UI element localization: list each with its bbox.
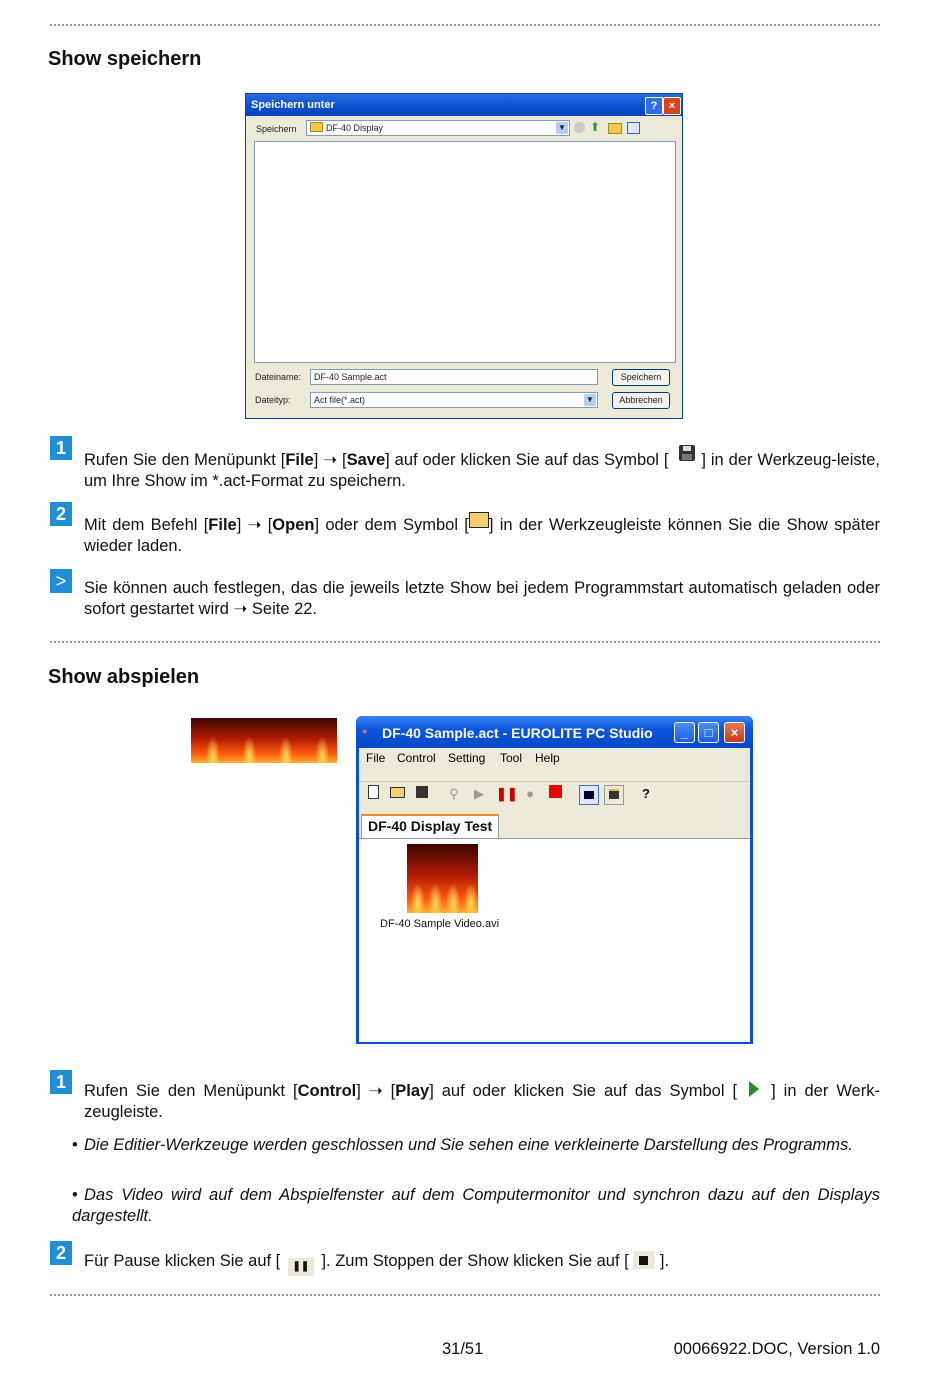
help-button[interactable]: ? [645, 97, 663, 115]
view-menu-icon[interactable] [627, 122, 640, 134]
save-button[interactable]: Speichern [612, 369, 670, 386]
menu-control[interactable]: Control [397, 751, 436, 765]
save-icon[interactable] [413, 785, 431, 803]
help-icon[interactable]: ? [642, 786, 650, 801]
menu-help[interactable]: Help [535, 751, 560, 765]
bullet-item: • Die Editier-Werkzeuge werden geschlossen und Sie sehen eine verkleinerte Darstellung des Programms. [72, 1136, 853, 1154]
preview-icon[interactable]: ⚲ [449, 786, 459, 801]
video-list-panel[interactable] [359, 838, 750, 1042]
bullet-item: • Das Video wird auf dem Abspielfenster auf dem Computermonitor und synchron dazu auf den Displays dargestellt. [72, 1186, 880, 1225]
menu-setting[interactable]: Setting [448, 751, 486, 765]
maximize-button[interactable]: □ [698, 722, 719, 743]
open-folder-icon[interactable] [388, 785, 406, 803]
play-icon[interactable]: ▶ [474, 786, 484, 801]
eurolite-app-window [356, 716, 753, 1044]
folder-icon [310, 122, 323, 132]
tip-text: Sie können auch festlegen, das die jeweils letzte Show bei jedem Programmstart automatisch geladen oder sofort gestartet wird ➝ Seite 22. [84, 579, 880, 618]
tab-display-test[interactable]: DF-40 Display Test [361, 814, 499, 838]
filetype-value: Act file(*.act) [314, 395, 366, 405]
record-icon[interactable]: ● [526, 786, 534, 801]
app-titlebar [356, 716, 753, 748]
up-folder-icon[interactable]: ⬆ [590, 120, 601, 134]
cancel-button[interactable]: Abbrechen [612, 392, 670, 409]
top-dotted-separator [50, 24, 880, 26]
menu-tool[interactable]: Tool [500, 751, 523, 765]
save-dialog-title: Speichern unter [251, 99, 335, 111]
window-mode-icon[interactable] [579, 785, 599, 805]
stop-icon[interactable] [546, 785, 564, 803]
tip-marker: > [50, 569, 72, 593]
page-number: 31/51 [442, 1340, 484, 1358]
new-folder-icon[interactable] [608, 123, 622, 134]
section-heading-play: Show abspielen [48, 666, 200, 688]
file-list-area[interactable] [254, 141, 676, 363]
app-client-area [359, 748, 750, 1041]
play-step-1-text: Rufen Sie den Menüpunkt [Control] ➝ [Play] auf oder klicken Sie auf das Symbol [ ] in der Werk-zeugleiste. [84, 1079, 880, 1123]
video-caption: DF-40 Sample Video.avi [380, 918, 500, 930]
play-step-marker-1: 1 [50, 1070, 72, 1094]
section-heading-save: Show speichern [48, 48, 202, 70]
save-as-dialog [245, 93, 683, 419]
bullet-dot: • [72, 1186, 78, 1204]
document-version: 00066922.DOC, Version 1.0 [673, 1340, 880, 1358]
save-dialog-titlebar [246, 94, 682, 116]
middle-dotted-separator [50, 641, 880, 643]
play-icon [749, 1079, 759, 1099]
display-mode-icon[interactable] [604, 785, 624, 805]
step-marker-2: 2 [50, 502, 72, 526]
pause-step-text: Für Pause klicken Sie auf [ ❚❚ ]. Zum Stoppen der Show klicken Sie auf [ ]. [84, 1251, 880, 1276]
new-file-icon[interactable] [364, 785, 382, 803]
pause-icon[interactable]: ❚❚ [496, 786, 518, 801]
app-logo-icon: ● [362, 726, 368, 736]
close-button[interactable]: × [724, 722, 745, 743]
save-step-2-text: Mit dem Befehl [File] ➝ [Open] oder dem Symbol [ ] in der Werkzeugleiste können Sie die Show später wieder laden. [84, 512, 880, 557]
stop-icon [633, 1251, 655, 1269]
chevron-down-icon: ▼ [556, 122, 568, 134]
save-in-dropdown[interactable] [306, 120, 570, 136]
toolbar [359, 781, 750, 782]
fire-video-image [191, 718, 337, 763]
filetype-label: Dateityp: [255, 395, 291, 405]
step-marker-1: 1 [50, 436, 72, 460]
save-in-label: Speichern [256, 124, 297, 134]
open-folder-icon [469, 512, 489, 528]
close-button[interactable]: × [663, 97, 681, 115]
minimize-button[interactable]: _ [674, 722, 695, 743]
pause-step-marker-2: 2 [50, 1241, 72, 1265]
menu-file[interactable]: File [366, 751, 386, 765]
filename-input[interactable]: DF-40 Sample.act [310, 369, 598, 385]
filename-label: Dateiname: [255, 372, 302, 382]
app-title: DF-40 Sample.act - EUROLITE PC Studio [382, 725, 653, 741]
filetype-select[interactable] [310, 392, 598, 408]
save-floppy-icon [679, 445, 695, 461]
bottom-dotted-separator [50, 1294, 880, 1296]
save-in-value: DF-40 Display [326, 123, 384, 133]
bullet-dot: • [72, 1136, 78, 1154]
pause-icon: ❚❚ [288, 1258, 314, 1276]
save-step-1-text: Rufen Sie den Menüpunkt [File] ➝ [Save] auf oder klicken Sie auf das Symbol [ ] in der Werkzeug-leiste, um Ihre Show im *.act-Format zu speichern. [84, 445, 880, 492]
back-icon[interactable] [574, 122, 585, 133]
video-thumbnail[interactable] [407, 844, 478, 913]
chevron-down-icon: ▼ [584, 394, 596, 406]
